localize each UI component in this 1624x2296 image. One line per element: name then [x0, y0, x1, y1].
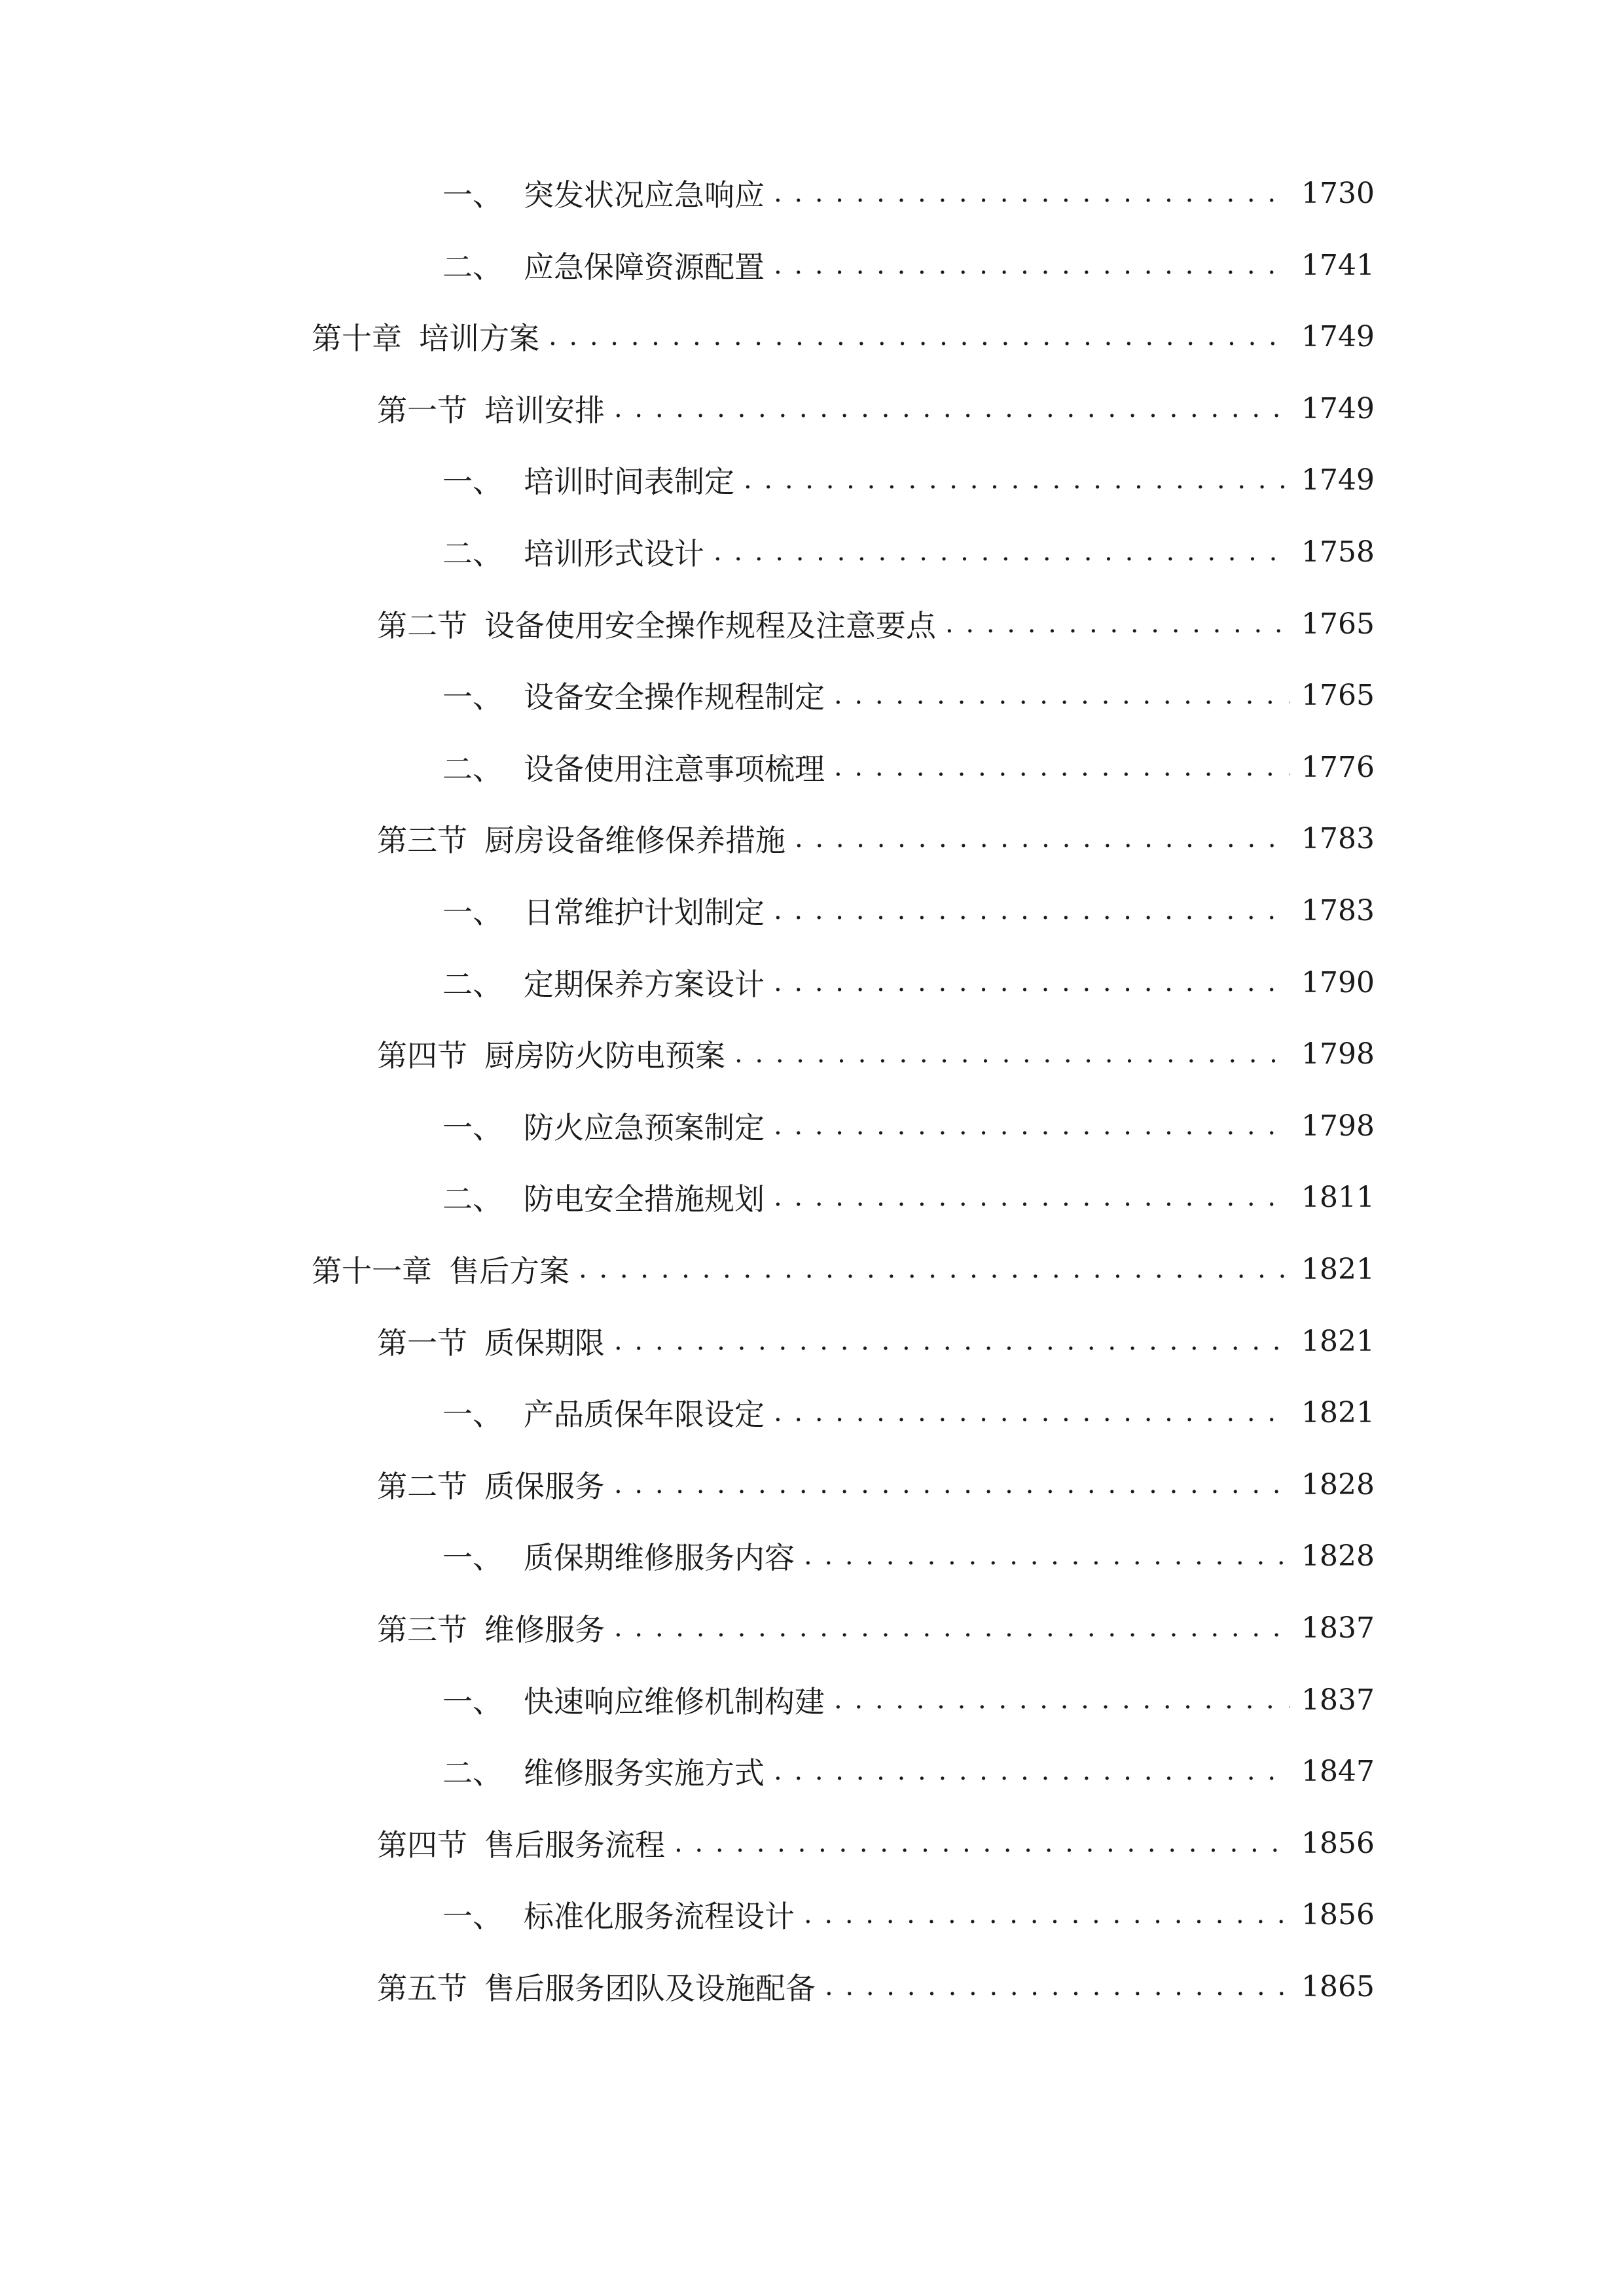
toc-entry-number: 二、: [442, 536, 503, 571]
toc-entry-title: 防火应急预案制定: [524, 1110, 765, 1145]
toc-entry-title: 防电安全措施规划: [524, 1181, 765, 1217]
toc-entry[interactable]: [377, 1602, 1375, 1654]
toc-dot-leader: [674, 1828, 1290, 1858]
toc-dot-leader: [774, 1756, 1290, 1786]
toc-dot-leader: [834, 680, 1290, 710]
toc-entry-title: 售后服务流程: [484, 1827, 665, 1863]
toc-dot-leader: [614, 1469, 1290, 1499]
toc-entry-number: 一、: [442, 1110, 503, 1145]
toc-entry-page-number: 1783: [1301, 821, 1375, 855]
toc-entry-title: 培训时间表制定: [524, 464, 734, 499]
toc-entry-title: 设备使用注意事项梳理: [524, 751, 825, 787]
toc-entry-title: 厨房防火防电预案: [484, 1038, 725, 1073]
toc-entry-page-number: 1765: [1301, 678, 1375, 712]
toc-entry-number: 第三节: [377, 823, 467, 858]
toc-entry-number: 一、: [442, 1684, 503, 1719]
toc-entry-page-number: 1828: [1301, 1467, 1375, 1501]
toc-entry-page-number: 1856: [1301, 1897, 1375, 1931]
toc-entry-title: 售后方案: [449, 1253, 569, 1289]
toc-entry-number: 第四节: [377, 1827, 467, 1863]
toc-dot-leader: [795, 823, 1290, 853]
toc-dot-leader: [774, 967, 1290, 997]
toc-entry[interactable]: [442, 454, 1375, 506]
toc-dot-leader: [614, 393, 1290, 423]
toc-entry-title: 应急保障资源配置: [524, 249, 765, 285]
toc-entry-title: 定期保养方案设计: [524, 967, 765, 1002]
toc-entry-number: 二、: [442, 1181, 503, 1217]
toc-entry[interactable]: [442, 1100, 1375, 1152]
toc-entry-page-number: 1811: [1301, 1180, 1375, 1214]
toc-entry[interactable]: [377, 1960, 1375, 2013]
toc-entry-page-number: 1749: [1301, 463, 1375, 497]
toc-dot-leader: [774, 1111, 1290, 1141]
toc-entry[interactable]: [312, 310, 1375, 363]
toc-entry-page-number: 1783: [1301, 893, 1375, 927]
toc-entry-page-number: 1821: [1301, 1324, 1375, 1358]
toc-entry[interactable]: [377, 382, 1375, 435]
toc-entry-number: 二、: [442, 1755, 503, 1791]
toc-dot-leader: [774, 178, 1290, 208]
toc-entry-page-number: 1749: [1301, 391, 1375, 425]
toc-entry-number: 一、: [442, 177, 503, 213]
toc-entry-title: 设备使用安全操作规程及注意要点: [484, 608, 936, 643]
toc-entry-title: 快速响应维修机制构建: [524, 1684, 825, 1719]
toc-entry[interactable]: [442, 1530, 1375, 1582]
toc-dot-leader: [734, 1039, 1290, 1069]
toc-entry-title: 日常维护计划制定: [524, 895, 765, 930]
toc-entry-title: 标准化服务流程设计: [524, 1899, 795, 1934]
toc-dot-leader: [579, 1254, 1290, 1284]
toc-entry-number: 一、: [442, 679, 503, 715]
toc-entry-number: 第二节: [377, 608, 467, 643]
toc-dot-leader: [614, 1613, 1290, 1643]
toc-entry-number: 第二节: [377, 1469, 467, 1504]
toc-dot-leader: [804, 1541, 1290, 1571]
toc-dot-leader: [945, 609, 1290, 639]
toc-entry-title: 突发状况应急响应: [524, 177, 765, 213]
toc-entry[interactable]: [442, 239, 1375, 291]
toc-entry-number: 第四节: [377, 1038, 467, 1073]
toc-entry-page-number: 1798: [1301, 1037, 1375, 1071]
toc-entry-page-number: 1837: [1301, 1683, 1375, 1717]
toc-dot-leader: [804, 1899, 1290, 1929]
toc-entry-page-number: 1776: [1301, 750, 1375, 784]
toc-entry[interactable]: [442, 1386, 1375, 1439]
toc-entry-page-number: 1765: [1301, 607, 1375, 641]
toc-entry[interactable]: [377, 812, 1375, 865]
toc-entry-page-number: 1741: [1301, 248, 1375, 282]
toc-entry[interactable]: [442, 884, 1375, 937]
toc-entry-page-number: 1790: [1301, 965, 1375, 999]
toc-entry-title: 培训方案: [419, 321, 539, 356]
toc-dot-leader: [825, 1971, 1290, 2001]
toc-entry[interactable]: [377, 1458, 1375, 1511]
toc-entry-number: 二、: [442, 967, 503, 1002]
toc-entry-number: 第十一章: [312, 1253, 432, 1289]
toc-entry-title: 维修服务: [484, 1612, 605, 1647]
toc-entry[interactable]: [377, 1315, 1375, 1367]
toc-entry-number: 二、: [442, 751, 503, 787]
toc-entry-title: 售后服务团队及设施配备: [484, 1971, 816, 2006]
toc-entry-number: 一、: [442, 464, 503, 499]
toc-entry-number: 一、: [442, 1899, 503, 1934]
toc-entry-number: 第一节: [377, 393, 467, 428]
toc-entry[interactable]: [377, 598, 1375, 650]
toc-entry-page-number: 1856: [1301, 1826, 1375, 1860]
toc-dot-leader: [549, 321, 1290, 351]
toc-dot-leader: [774, 895, 1290, 925]
toc-entry[interactable]: [442, 669, 1375, 721]
toc-dot-leader: [834, 1685, 1290, 1715]
toc-entry-page-number: 1730: [1301, 176, 1375, 210]
toc-entry[interactable]: [442, 167, 1375, 219]
toc-entry-page-number: 1837: [1301, 1611, 1375, 1645]
toc-entry[interactable]: [377, 1028, 1375, 1080]
toc-entry-number: 第十章: [312, 321, 402, 356]
toc-entry-number: 一、: [442, 895, 503, 930]
toc-entry-number: 一、: [442, 1540, 503, 1575]
toc-entry-page-number: 1865: [1301, 1969, 1375, 2003]
toc-entry-number: 第一节: [377, 1325, 467, 1361]
toc-entry[interactable]: [442, 956, 1375, 1009]
toc-entry[interactable]: [312, 1243, 1375, 1295]
toc-entry-number: 一、: [442, 1397, 503, 1432]
toc-dot-leader: [774, 1182, 1290, 1212]
toc-entry-title: 产品质保年限设定: [524, 1397, 765, 1432]
toc-dot-leader: [614, 1326, 1290, 1356]
toc-entry-number: 第五节: [377, 1971, 467, 2006]
toc-dot-leader: [834, 752, 1290, 782]
toc-entry[interactable]: [442, 1674, 1375, 1726]
toc-entry-page-number: 1798: [1301, 1109, 1375, 1143]
toc-entry-title: 厨房设备维修保养措施: [484, 823, 785, 858]
toc-entry[interactable]: [442, 1171, 1375, 1223]
toc-entry-title: 质保期限: [484, 1325, 605, 1361]
toc-entry[interactable]: [442, 526, 1375, 578]
toc-entry-page-number: 1821: [1301, 1252, 1375, 1286]
toc-dot-leader: [744, 465, 1290, 495]
toc-entry-number: 第三节: [377, 1612, 467, 1647]
toc-entry-page-number: 1821: [1301, 1395, 1375, 1429]
toc-entry-page-number: 1749: [1301, 319, 1375, 353]
toc-entry-page-number: 1758: [1301, 535, 1375, 569]
toc-entry[interactable]: [442, 741, 1375, 793]
toc-entry-title: 设备安全操作规程制定: [524, 679, 825, 715]
toc-entry-title: 培训形式设计: [524, 536, 704, 571]
toc-dot-leader: [713, 537, 1290, 567]
toc-entry-page-number: 1828: [1301, 1539, 1375, 1573]
toc-entry-number: 二、: [442, 249, 503, 285]
toc-entry-page-number: 1847: [1301, 1754, 1375, 1788]
toc-entry-title: 维修服务实施方式: [524, 1755, 765, 1791]
toc-entry-title: 质保期维修服务内容: [524, 1540, 795, 1575]
toc-entry-title: 培训安排: [484, 393, 605, 428]
toc-entry-title: 质保服务: [484, 1469, 605, 1504]
toc-dot-leader: [774, 250, 1290, 280]
toc-entry[interactable]: [377, 1817, 1375, 1869]
toc-dot-leader: [774, 1397, 1290, 1427]
toc-entry[interactable]: [442, 1888, 1375, 1941]
toc-entry[interactable]: [442, 1745, 1375, 1797]
